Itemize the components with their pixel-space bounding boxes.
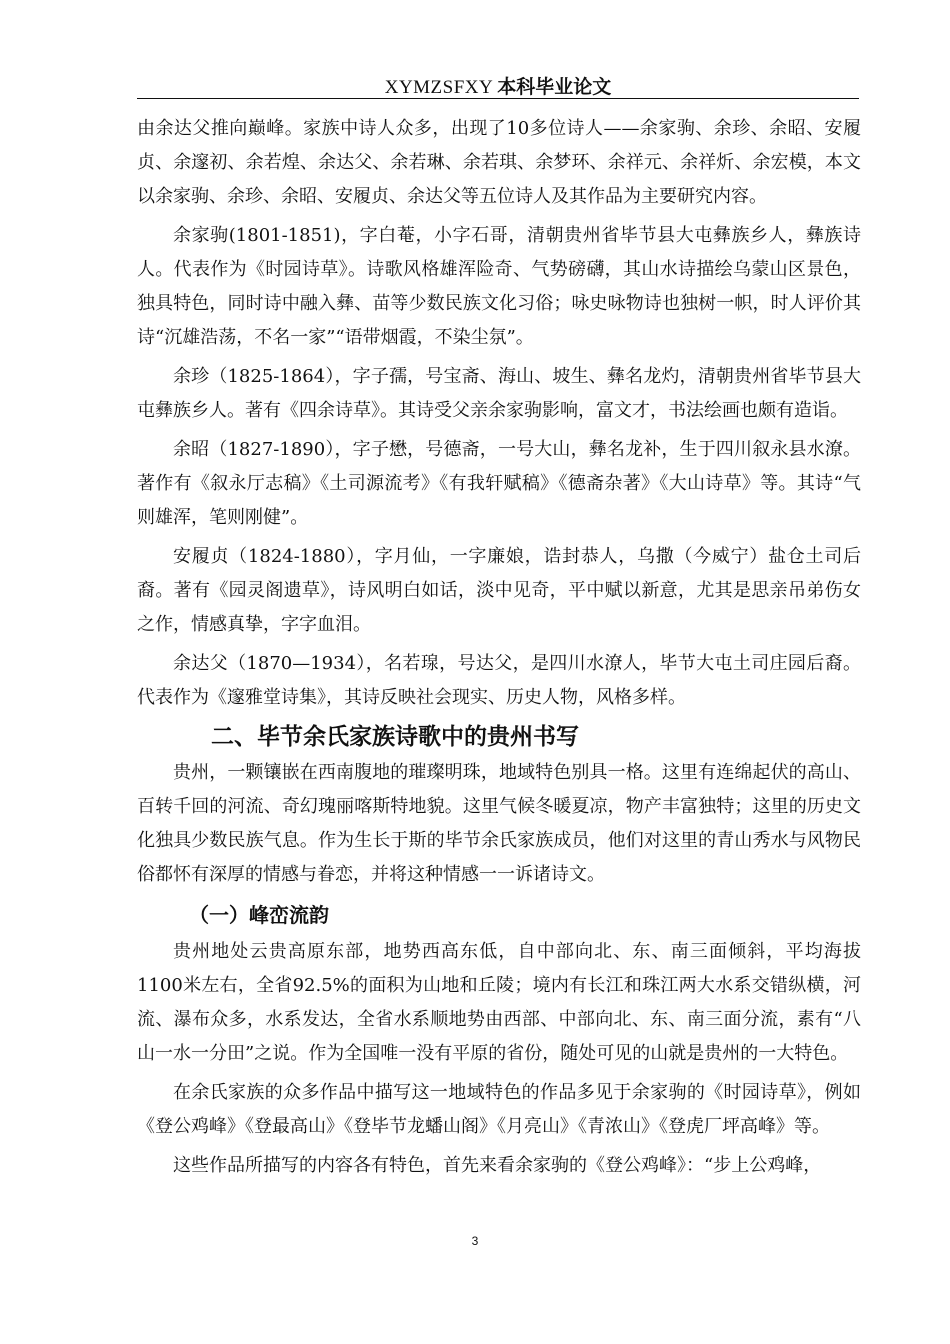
paragraph-yu-zhen: 余珍（1825-1864），字子孺，号宝斋、海山、坡生、彝名龙灼，清朝贵州省毕节县大屯彝族乡人。著有《四余诗草》。其诗受父亲余家驹影响，富文才，书法绘画也颇有造诣。 (137, 366, 861, 421)
paragraph-works: 在余氏家族的众多作品中描写这一地域特色的作品多见于余家驹的《时园诗草》，例如《登公鸡峰》《登最高山》《登毕节龙蟠山阁》《月亮山》《青浓山》《登虎厂坪高峰》等。 (137, 1082, 861, 1137)
paragraph-yu-dafu: 余达父（1870—1934），名若瑔，号达父，是四川水潦人，毕节大屯土司庄园后裔。代表作为《邃雅堂诗集》，其诗反映社会现实、历史人物，风格多样。 (137, 653, 861, 708)
subsection-heading: （一）峰峦流韵 (189, 903, 329, 927)
header-title: 本科毕业论文 (497, 76, 612, 98)
paragraph-yu-jiaju: 余家驹(1801-1851)，字白菴，小字石哥，清朝贵州省毕节县大屯彝族乡人，彝族诗人。代表作为《时园诗草》。诗歌风格雄浑险奇、气势磅礴，其山水诗描绘乌蒙山区景色，独具特色，同时诗中融入彝、苗等少数民族文化习俗；咏史咏物诗也独树一帜，时人评价其诗“沉雄浩荡，不名一家”“语带烟霞，不染尘氛”。 (137, 225, 861, 348)
body-text (137, 112, 861, 1188)
paragraph-continued: 由余达父推向巅峰。家族中诗人众多，出现了10多位诗人——余家驹、余珍、余昭、安履贞、余邃初、余若煌、余达父、余若琳、余若琪、余梦环、余祥元、余祥炘、余宏模，本文以余家驹、余珍、余昭、安履贞、余达父等五位诗人及其作品为主要研究内容。 (137, 118, 861, 207)
paragraph-yu-zhao: 余昭（1827-1890），字子懋，号德斋，一号大山，彝名龙补，生于四川叙永县水潦。著作有《叙永厅志稿》《土司源流考》《有我轩赋稿》《德斋杂著》《大山诗草》等。其诗“气则雄浑，笔则刚健”。 (137, 439, 861, 528)
paragraph-geography: 贵州地处云贵高原东部，地势西高东低，自中部向北、东、南三面倾斜，平均海拔1100米左右，全省92.5%的面积为山地和丘陵；境内有长江和珠江两大水系交错纵横，河流、瀑布众多，水系发达，全省水系顺地势由西部、中部向北、东、南三面分流，素有“八山一水一分田”之说。作为全国唯一没有平原的省份，随处可见的山就是贵州的一大特色。 (137, 941, 861, 1064)
section-heading: 二、毕节余氏家族诗歌中的贵州书写 (211, 724, 579, 750)
paragraph-gongjifeng: 这些作品所描写的内容各有特色，首先来看余家驹的《登公鸡峰》：“步上公鸡峰， (173, 1155, 822, 1176)
paragraph-guizhou-intro: 贵州，一颗镶嵌在西南腹地的璀璨明珠，地域特色别具一格。这里有连绵起伏的高山、百转千回的河流、奇幻瑰丽喀斯特地貌。这里气候冬暖夏凉，物产丰富独特；这里的历史文化独具少数民族气息。作为生长于斯的毕节余氏家族成员，他们对这里的青山秀水与风物民俗都怀有深厚的情感与眷恋，并将这种情感一一诉诸诗文。 (137, 762, 861, 885)
running-header (137, 72, 859, 98)
header-code: XYMZSFXY (384, 77, 494, 98)
page-number: 3 (471, 1234, 479, 1248)
paragraph-an-lvzhen: 安履贞（1824-1880），字月仙，一字廉娘，诰封恭人，乌撒（今威宁）盐仓土司后裔。著有《园灵阁遗草》，诗风明白如话，淡中见奇，平中赋以新意，尤其是思亲吊弟伤女之作，情感真挚，字字血泪。 (137, 546, 861, 635)
header-rule (137, 98, 859, 99)
